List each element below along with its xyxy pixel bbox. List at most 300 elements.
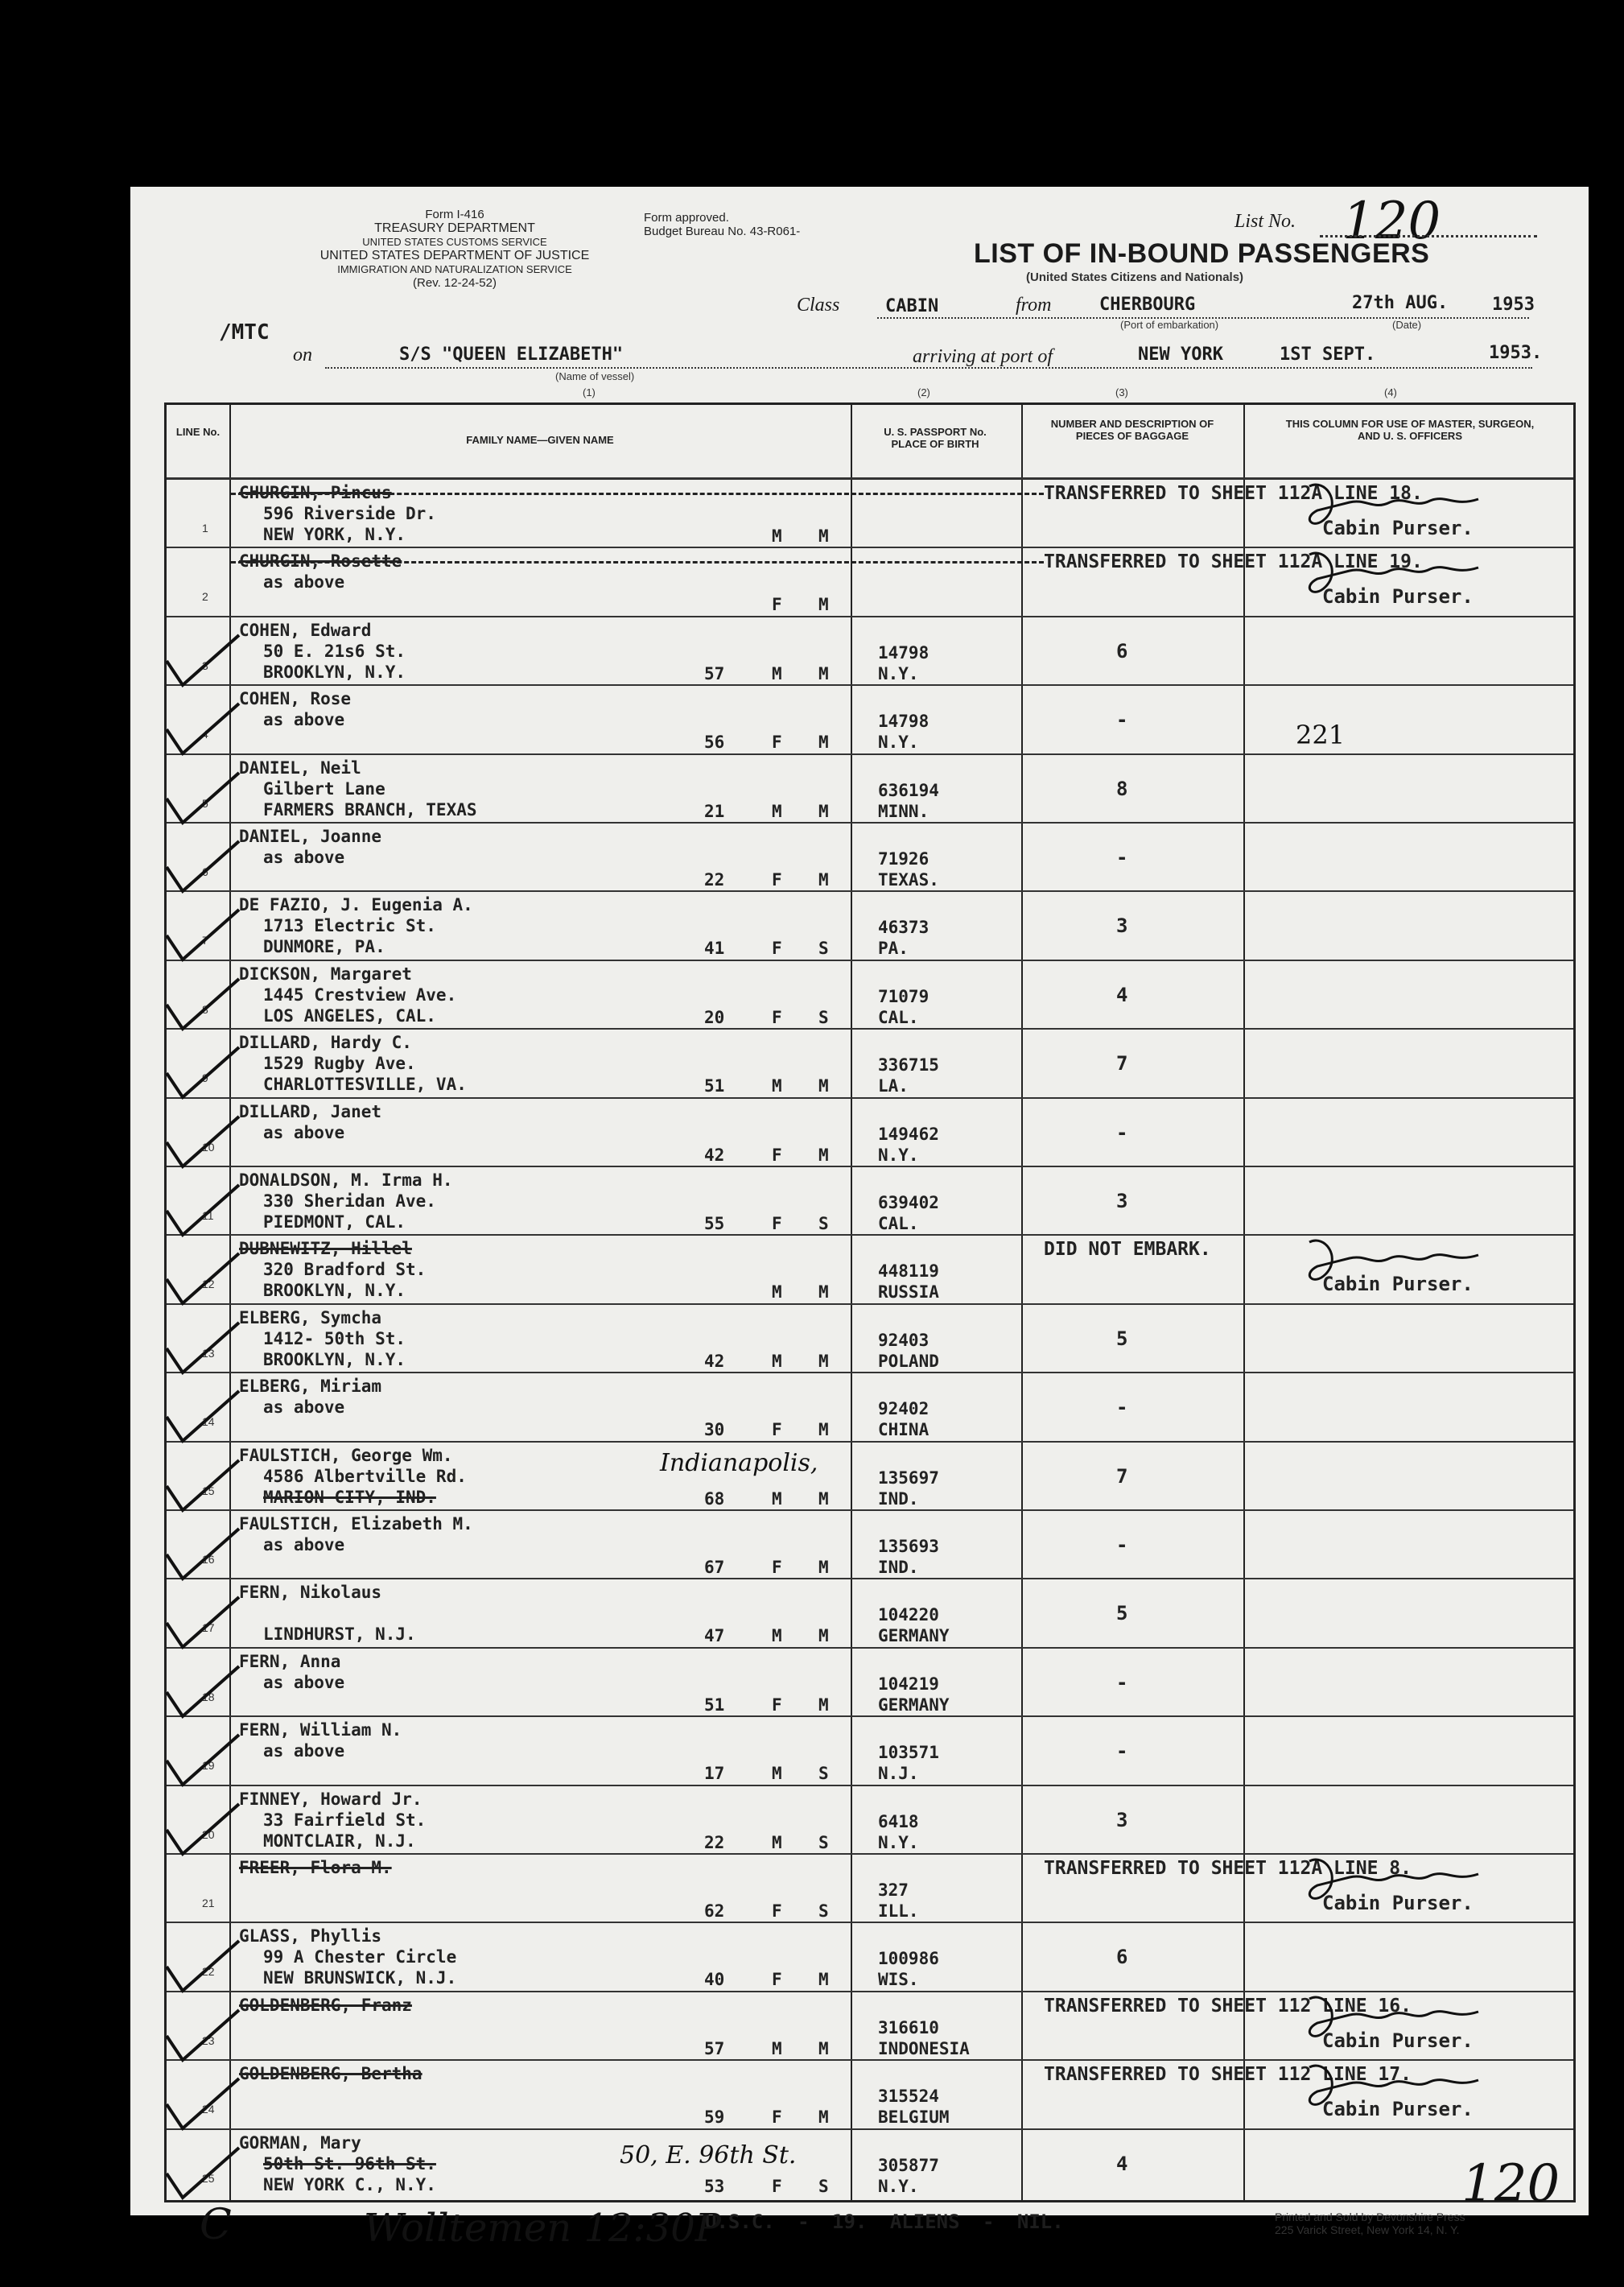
age: 55	[704, 1214, 725, 1233]
address-line: 99 A Chester Circle	[263, 1947, 457, 1967]
transfer-dash	[231, 493, 1044, 495]
address-line: as above	[263, 1122, 345, 1142]
passenger-name: FERN, Anna	[239, 1651, 341, 1671]
col-header-baggage: NUMBER AND DESCRIPTION OF PIECES OF BAGGAGE	[1050, 418, 1214, 442]
line-number: 14	[202, 1415, 215, 1429]
address-line: as above	[263, 1741, 345, 1761]
address-line: 1445 Crestview Ave.	[263, 985, 457, 1005]
sex: F	[772, 1214, 782, 1233]
check-mark-icon	[159, 2004, 247, 2068]
line-number: 7	[202, 934, 208, 947]
check-mark-icon	[159, 835, 247, 899]
place-of-birth: N.J.	[878, 1764, 919, 1784]
class-value: CABIN	[885, 296, 939, 316]
port-embark-caption: (Port of embarkation)	[1120, 319, 1219, 331]
officer-note: Cabin Purser.	[1322, 2029, 1474, 2052]
officer-note: Cabin Purser.	[1322, 517, 1474, 539]
check-mark-icon	[159, 1934, 247, 1999]
officer-note: Cabin Purser.	[1322, 1273, 1474, 1296]
baggage: 4	[1116, 983, 1128, 1006]
place-of-birth: WIS.	[878, 1970, 919, 1990]
line-number: 21	[202, 1897, 215, 1909]
from-label: from	[1016, 295, 1052, 316]
signature-scribble	[1293, 478, 1502, 535]
passport-number: 327	[878, 1880, 909, 1900]
place-of-birth: CAL.	[878, 1214, 919, 1233]
check-mark-icon	[159, 1179, 247, 1243]
line-number: 16	[202, 1553, 215, 1566]
line-number: 1	[202, 522, 208, 535]
address-line: 596 Riverside Dr.	[263, 504, 436, 523]
age: 42	[704, 1351, 725, 1371]
age: 67	[704, 1558, 725, 1577]
budget-bureau: Budget Bureau No. 43-R061-	[644, 225, 801, 238]
passport-number: 315524	[878, 2087, 939, 2107]
address-line: 50th St. 96th St.	[263, 2153, 436, 2173]
place-of-birth: IND.	[878, 1558, 919, 1577]
sex: F	[772, 1145, 782, 1165]
address-line: CHARLOTTESVILLE, VA.	[263, 1075, 467, 1095]
line-number: 17	[202, 1621, 215, 1635]
passenger-name: FREER, Flora M.	[239, 1858, 392, 1877]
baggage: 3	[1116, 914, 1128, 938]
arrival-year: 1953.	[1489, 343, 1543, 363]
age: 20	[704, 1007, 725, 1027]
check-mark-icon	[159, 1522, 247, 1587]
list-no-label: List No.	[1234, 211, 1296, 232]
sex: M	[772, 801, 782, 821]
table-row	[167, 1579, 1573, 1648]
printer-line-1: Printed and Sold by Devonshire Press	[1275, 2211, 1465, 2223]
line-number: 15	[202, 1484, 215, 1497]
passport-number: 92402	[878, 1399, 929, 1419]
sex: F	[772, 870, 782, 890]
passenger-name: FERN, William N.	[239, 1720, 402, 1740]
passenger-name: COHEN, Edward	[239, 620, 372, 640]
mtc-mark: /MTC	[219, 320, 270, 345]
address-line: 330 Sheridan Ave.	[263, 1191, 436, 1211]
handwritten-c: C	[200, 2201, 232, 2249]
passenger-name: FERN, Nikolaus	[239, 1583, 382, 1603]
baggage: 5	[1116, 1602, 1128, 1625]
sex: M	[772, 1282, 782, 1302]
sex: F	[772, 1970, 782, 1990]
check-mark-icon	[159, 903, 247, 968]
age: 51	[704, 1695, 725, 1715]
table-row	[167, 1511, 1573, 1579]
col-num-4: (4)	[1384, 386, 1397, 398]
vessel-caption: (Name of vessel)	[555, 370, 635, 382]
baggage: 7	[1116, 1052, 1128, 1075]
passenger-name: ELBERG, Symcha	[239, 1307, 382, 1327]
passport-number: 71079	[878, 986, 929, 1006]
address-line: 33 Fairfield St.	[263, 1810, 427, 1830]
line-number: 18	[202, 1690, 215, 1703]
line-number: 11	[202, 1209, 214, 1222]
from-value: CHERBOURG	[1099, 295, 1196, 315]
address-line: NEW YORK C., N.Y.	[263, 2174, 436, 2194]
place-of-birth: N.Y.	[878, 1832, 919, 1852]
age: 40	[704, 1970, 725, 1990]
marital-status: M	[818, 1970, 829, 1990]
on-label: on	[293, 345, 312, 365]
table-row	[167, 1855, 1573, 1923]
signature-scribble	[1293, 1853, 1502, 1909]
col-num-1: (1)	[583, 386, 596, 398]
address-line: as above	[263, 1672, 345, 1692]
treasury-dept: TREASURY DEPARTMENT	[374, 221, 535, 235]
check-mark-icon	[159, 766, 247, 831]
arrival-port: NEW YORK	[1138, 345, 1223, 365]
table-row	[167, 961, 1573, 1030]
age: 53	[704, 2176, 725, 2196]
line-number: 8	[202, 1002, 208, 1016]
address-line: as above	[263, 848, 345, 867]
place-of-birth: N.Y.	[878, 663, 919, 683]
printer-credit	[1275, 2211, 1465, 2236]
departure-year: 1953	[1492, 295, 1535, 315]
address-line: Gilbert Lane	[263, 778, 385, 799]
handwritten-address: 50, E. 96th St.	[620, 2141, 797, 2169]
table-row	[167, 1923, 1573, 1992]
sex: F	[772, 1007, 782, 1027]
address-line: NEW YORK, N.Y.	[263, 525, 406, 544]
address-line: MONTCLAIR, N.J.	[263, 1831, 416, 1851]
officer-note: Cabin Purser.	[1322, 585, 1474, 609]
address-line: as above	[263, 1397, 345, 1418]
table-row	[167, 824, 1573, 892]
col-header-line-no: LINE No.	[175, 426, 221, 438]
age: 68	[704, 1488, 725, 1509]
passport-number: 14798	[878, 712, 929, 732]
marital-status: M	[818, 663, 829, 683]
sex: F	[772, 1901, 782, 1921]
col-header-officers: THIS COLUMN FOR USE OF MASTER, SURGEON, AND U. S. OFFICERS	[1285, 418, 1535, 442]
table-row	[167, 1305, 1573, 1373]
marital-status: S	[818, 2176, 829, 2196]
passport-number: 639402	[878, 1193, 939, 1212]
passenger-name: DILLARD, Hardy C.	[239, 1033, 412, 1053]
marital-status: M	[818, 1695, 829, 1715]
approval-block	[644, 211, 800, 238]
printer-line-2: 225 Varick Street, New York 14, N. Y.	[1275, 2223, 1460, 2236]
place-of-birth: LA.	[878, 1076, 909, 1096]
address-line: 320 Bradford St.	[263, 1260, 427, 1280]
line-number: 6	[202, 865, 208, 878]
passenger-name: DUBNEWITZ, Hillel	[239, 1239, 412, 1259]
marital-status: M	[818, 1351, 829, 1371]
passport-number: 135697	[878, 1468, 939, 1488]
age: 59	[704, 2107, 725, 2128]
place-of-birth: CAL.	[878, 1007, 919, 1027]
marital-status: M	[818, 1558, 829, 1577]
form-revision: (Rev. 12-24-52)	[413, 276, 497, 290]
age: 42	[704, 1145, 725, 1165]
passport-number: 336715	[878, 1055, 939, 1075]
line-number: 9	[202, 1071, 208, 1085]
table-row	[167, 2130, 1573, 2198]
check-mark-icon	[159, 1660, 247, 1724]
signature-scribble	[1293, 547, 1502, 603]
check-mark-icon	[159, 1454, 247, 1518]
table-row	[167, 617, 1573, 686]
table-row	[167, 892, 1573, 960]
age: 57	[704, 2038, 725, 2058]
baggage: TRANSFERRED TO SHEET 112 LINE 17.	[1044, 2064, 1412, 2086]
baggage: -	[1116, 708, 1128, 732]
class-label: Class	[797, 295, 840, 316]
sex: M	[772, 1488, 782, 1509]
passenger-name: FAULSTICH, George Wm.	[239, 1445, 453, 1465]
table-row	[167, 1099, 1573, 1167]
marital-status: M	[818, 801, 829, 821]
sex: M	[772, 1764, 782, 1784]
marital-status: S	[818, 939, 829, 959]
address-line: as above	[263, 572, 345, 592]
list-no-value: 120	[1342, 192, 1441, 251]
address-line: DUNMORE, PA.	[263, 937, 385, 957]
line-number: 3	[202, 658, 208, 672]
baggage: 6	[1116, 639, 1128, 663]
date-caption: (Date)	[1392, 319, 1422, 331]
baggage: TRANSFERRED TO SHEET 112A LINE 8.	[1044, 1858, 1412, 1879]
passenger-name: DANIEL, Neil	[239, 758, 361, 778]
age: 30	[704, 1420, 725, 1440]
line-number: 13	[202, 1346, 215, 1360]
baggage: -	[1116, 1534, 1128, 1556]
signature-scribble	[1293, 2059, 1502, 2116]
baggage: -	[1116, 846, 1128, 869]
check-mark-icon	[159, 1385, 247, 1449]
passenger-name: GOLDENBERG, Franz	[239, 1995, 412, 2015]
place-of-birth: TEXAS.	[878, 870, 939, 890]
baggage: TRANSFERRED TO SHEET 112A LINE 19.	[1044, 551, 1423, 573]
passenger-name: CHURGIN, Pincus	[239, 483, 392, 502]
justice-dept: UNITED STATES DEPARTMENT OF JUSTICE	[319, 249, 590, 262]
list-no-underline	[1320, 235, 1537, 237]
place-of-birth: N.Y.	[878, 1145, 919, 1165]
marital-status: M	[818, 2038, 829, 2058]
signature-scribble	[1293, 1991, 1502, 2047]
officer-note: Cabin Purser.	[1322, 1892, 1474, 1914]
table-row	[167, 1443, 1573, 1511]
passenger-name: DONALDSON, M. Irma H.	[239, 1170, 453, 1190]
place-of-birth: N.Y.	[878, 733, 919, 753]
address-line: LINDHURST, N.J.	[263, 1624, 416, 1645]
passenger-table	[164, 402, 1576, 2202]
address-line: BROOKLYN, N.Y.	[263, 1349, 406, 1369]
address-line: 1412- 50th St.	[263, 1328, 406, 1348]
handwritten-221: 221	[1296, 720, 1346, 750]
passenger-name: DILLARD, Janet	[239, 1101, 382, 1121]
document-subtitle: (United States Citizens and Nationals)	[1026, 270, 1244, 284]
passport-number: 104220	[878, 1605, 939, 1625]
handwritten-120: 120	[1461, 2154, 1560, 2214]
baggage: -	[1116, 1740, 1128, 1763]
passenger-name: ELBERG, Miriam	[239, 1377, 382, 1397]
form-agency-block	[290, 208, 620, 290]
passport-number: 14798	[878, 642, 929, 663]
table-row	[167, 1030, 1573, 1098]
passenger-name: GOLDENBERG, Bertha	[239, 2064, 422, 2084]
table-row	[167, 1167, 1573, 1236]
marital-status: M	[818, 1282, 829, 1302]
col-header-passport: U. S. PASSPORT No. PLACE OF BIRTH	[884, 426, 987, 450]
age: 17	[704, 1764, 725, 1784]
place-of-birth: GERMANY	[878, 1626, 950, 1646]
passenger-name: GORMAN, Mary	[239, 2132, 361, 2153]
address-line: 50 E. 21s6 St.	[263, 641, 406, 661]
check-mark-icon	[159, 697, 247, 762]
sex: M	[772, 1351, 782, 1371]
table-row	[167, 1373, 1573, 1442]
sex: M	[772, 2038, 782, 2058]
address-line: FARMERS BRANCH, TEXAS	[263, 799, 477, 819]
baggage: 6	[1116, 1946, 1128, 1969]
address-line: 1713 Electric St.	[263, 916, 436, 936]
address-line: LOS ANGELES, CAL.	[263, 1005, 436, 1026]
officer-note: Cabin Purser.	[1322, 2098, 1474, 2121]
check-mark-icon	[159, 1316, 247, 1381]
place-of-birth: GERMANY	[878, 1695, 950, 1715]
age: 22	[704, 1832, 725, 1852]
sex: F	[772, 1695, 782, 1715]
passport-number: 103571	[878, 1743, 939, 1763]
passport-number: 100986	[878, 1949, 939, 1969]
marital-status: M	[818, 1488, 829, 1509]
baggage: DID NOT EMBARK.	[1044, 1239, 1211, 1261]
passport-number: 448119	[878, 1261, 939, 1282]
col-num-2: (2)	[917, 386, 930, 398]
vessel-line-rule	[325, 367, 1532, 369]
table-row	[167, 480, 1573, 548]
baggage: -	[1116, 1396, 1128, 1419]
passport-number: 636194	[878, 780, 939, 800]
sex: F	[772, 2107, 782, 2128]
check-mark-icon	[159, 1041, 247, 1105]
line-number: 22	[202, 1965, 215, 1979]
line-number: 20	[202, 1827, 215, 1841]
passport-number: 46373	[878, 918, 929, 938]
address-line: as above	[263, 1535, 345, 1554]
place-of-birth: IND.	[878, 1488, 919, 1509]
marital-status: S	[818, 1832, 829, 1852]
vessel-name: S/S "QUEEN ELIZABETH"	[399, 345, 624, 365]
baggage: -	[1116, 1670, 1128, 1694]
age: 56	[704, 733, 725, 753]
baggage: 5	[1116, 1327, 1128, 1350]
sex: M	[772, 663, 782, 683]
baggage: -	[1116, 1121, 1128, 1144]
table-row	[167, 1992, 1573, 2061]
place-of-birth: RUSSIA	[878, 1282, 939, 1302]
age: 62	[704, 1901, 725, 1921]
signature-scribble	[1293, 1234, 1502, 1290]
passenger-name: DE FAZIO, J. Eugenia A.	[239, 895, 473, 915]
line-number: 25	[202, 2171, 215, 2185]
passenger-name: DANIEL, Joanne	[239, 827, 382, 846]
line-number: 23	[202, 2033, 215, 2047]
age: 22	[704, 870, 725, 890]
check-mark-icon	[159, 972, 247, 1037]
place-of-birth: POLAND	[878, 1351, 939, 1371]
place-of-birth: ILL.	[878, 1901, 919, 1921]
marital-status: M	[818, 2107, 829, 2128]
handwritten-signature: Wolltemen 12:30P	[364, 2206, 722, 2251]
document-title: LIST OF IN-BOUND PASSENGERS	[974, 238, 1430, 269]
sex: M	[772, 1832, 782, 1852]
arriving-label: arriving at port of	[913, 346, 1053, 367]
table-row	[167, 2061, 1573, 2129]
place-of-birth: PA.	[878, 939, 909, 959]
passenger-name: GLASS, Phyllis	[239, 1926, 382, 1946]
passport-number: 104219	[878, 1674, 939, 1694]
check-mark-icon	[159, 2072, 247, 2136]
address-line: 1529 Rugby Ave.	[263, 1054, 416, 1074]
baggage: 3	[1116, 1190, 1128, 1212]
age: 57	[704, 663, 725, 683]
ins-service: IMMIGRATION AND NATURALIZATION SERVICE	[337, 263, 572, 275]
departure-date: 27th AUG.	[1352, 293, 1449, 313]
baggage: 3	[1116, 1808, 1128, 1831]
table-row	[167, 686, 1573, 754]
col-header-name: FAMILY NAME—GIVEN NAME	[466, 434, 614, 446]
form-number: Form I-416	[425, 208, 484, 221]
passenger-name: CHURGIN, Rosette	[239, 551, 402, 572]
form-approved: Form approved.	[644, 211, 729, 225]
address-line: as above	[263, 710, 345, 730]
address-line: BROOKLYN, N.Y.	[263, 662, 406, 682]
passport-number: 149462	[878, 1124, 939, 1144]
sex: F	[772, 1420, 782, 1440]
address-line: BROOKLYN, N.Y.	[263, 1281, 406, 1301]
passport-number: 71926	[878, 849, 929, 869]
passport-number: 316610	[878, 2017, 939, 2037]
check-mark-icon	[159, 629, 247, 693]
sex: F	[772, 2176, 782, 2196]
line-number: 2	[202, 590, 208, 604]
passenger-name: FAULSTICH, Elizabeth M.	[239, 1514, 473, 1534]
sex: F	[772, 939, 782, 959]
baggage: 8	[1116, 777, 1128, 800]
line-number: 4	[202, 728, 208, 741]
passenger-name: COHEN, Rose	[239, 689, 352, 709]
check-mark-icon	[159, 1591, 247, 1655]
place-of-birth: BELGIUM	[878, 2107, 950, 2128]
footer-summary: U.S.C. - 19. ALIENS - NIL.	[705, 2211, 1064, 2233]
handwritten-indianapolis: Indianapolis,	[660, 1449, 818, 1477]
class-line-rule	[877, 317, 1529, 319]
place-of-birth: INDONESIA	[878, 2038, 970, 2058]
marital-status: S	[818, 1007, 829, 1027]
sex: F	[772, 1558, 782, 1577]
col-num-3: (3)	[1115, 386, 1128, 398]
sex: F	[772, 733, 782, 753]
check-mark-icon	[159, 1728, 247, 1793]
passport-number: 305877	[878, 2155, 939, 2175]
baggage: TRANSFERRED TO SHEET 112A LINE 18.	[1044, 483, 1423, 504]
place-of-birth: MINN.	[878, 801, 929, 821]
transfer-dash	[231, 561, 1044, 563]
address-line: PIEDMONT, CAL.	[263, 1212, 406, 1232]
line-number: 5	[202, 796, 208, 810]
marital-status: S	[818, 1214, 829, 1233]
marital-status: M	[818, 526, 829, 546]
baggage: 4	[1116, 2152, 1128, 2175]
table-row	[167, 1649, 1573, 1717]
check-mark-icon	[159, 1247, 247, 1311]
age: 51	[704, 1076, 725, 1096]
